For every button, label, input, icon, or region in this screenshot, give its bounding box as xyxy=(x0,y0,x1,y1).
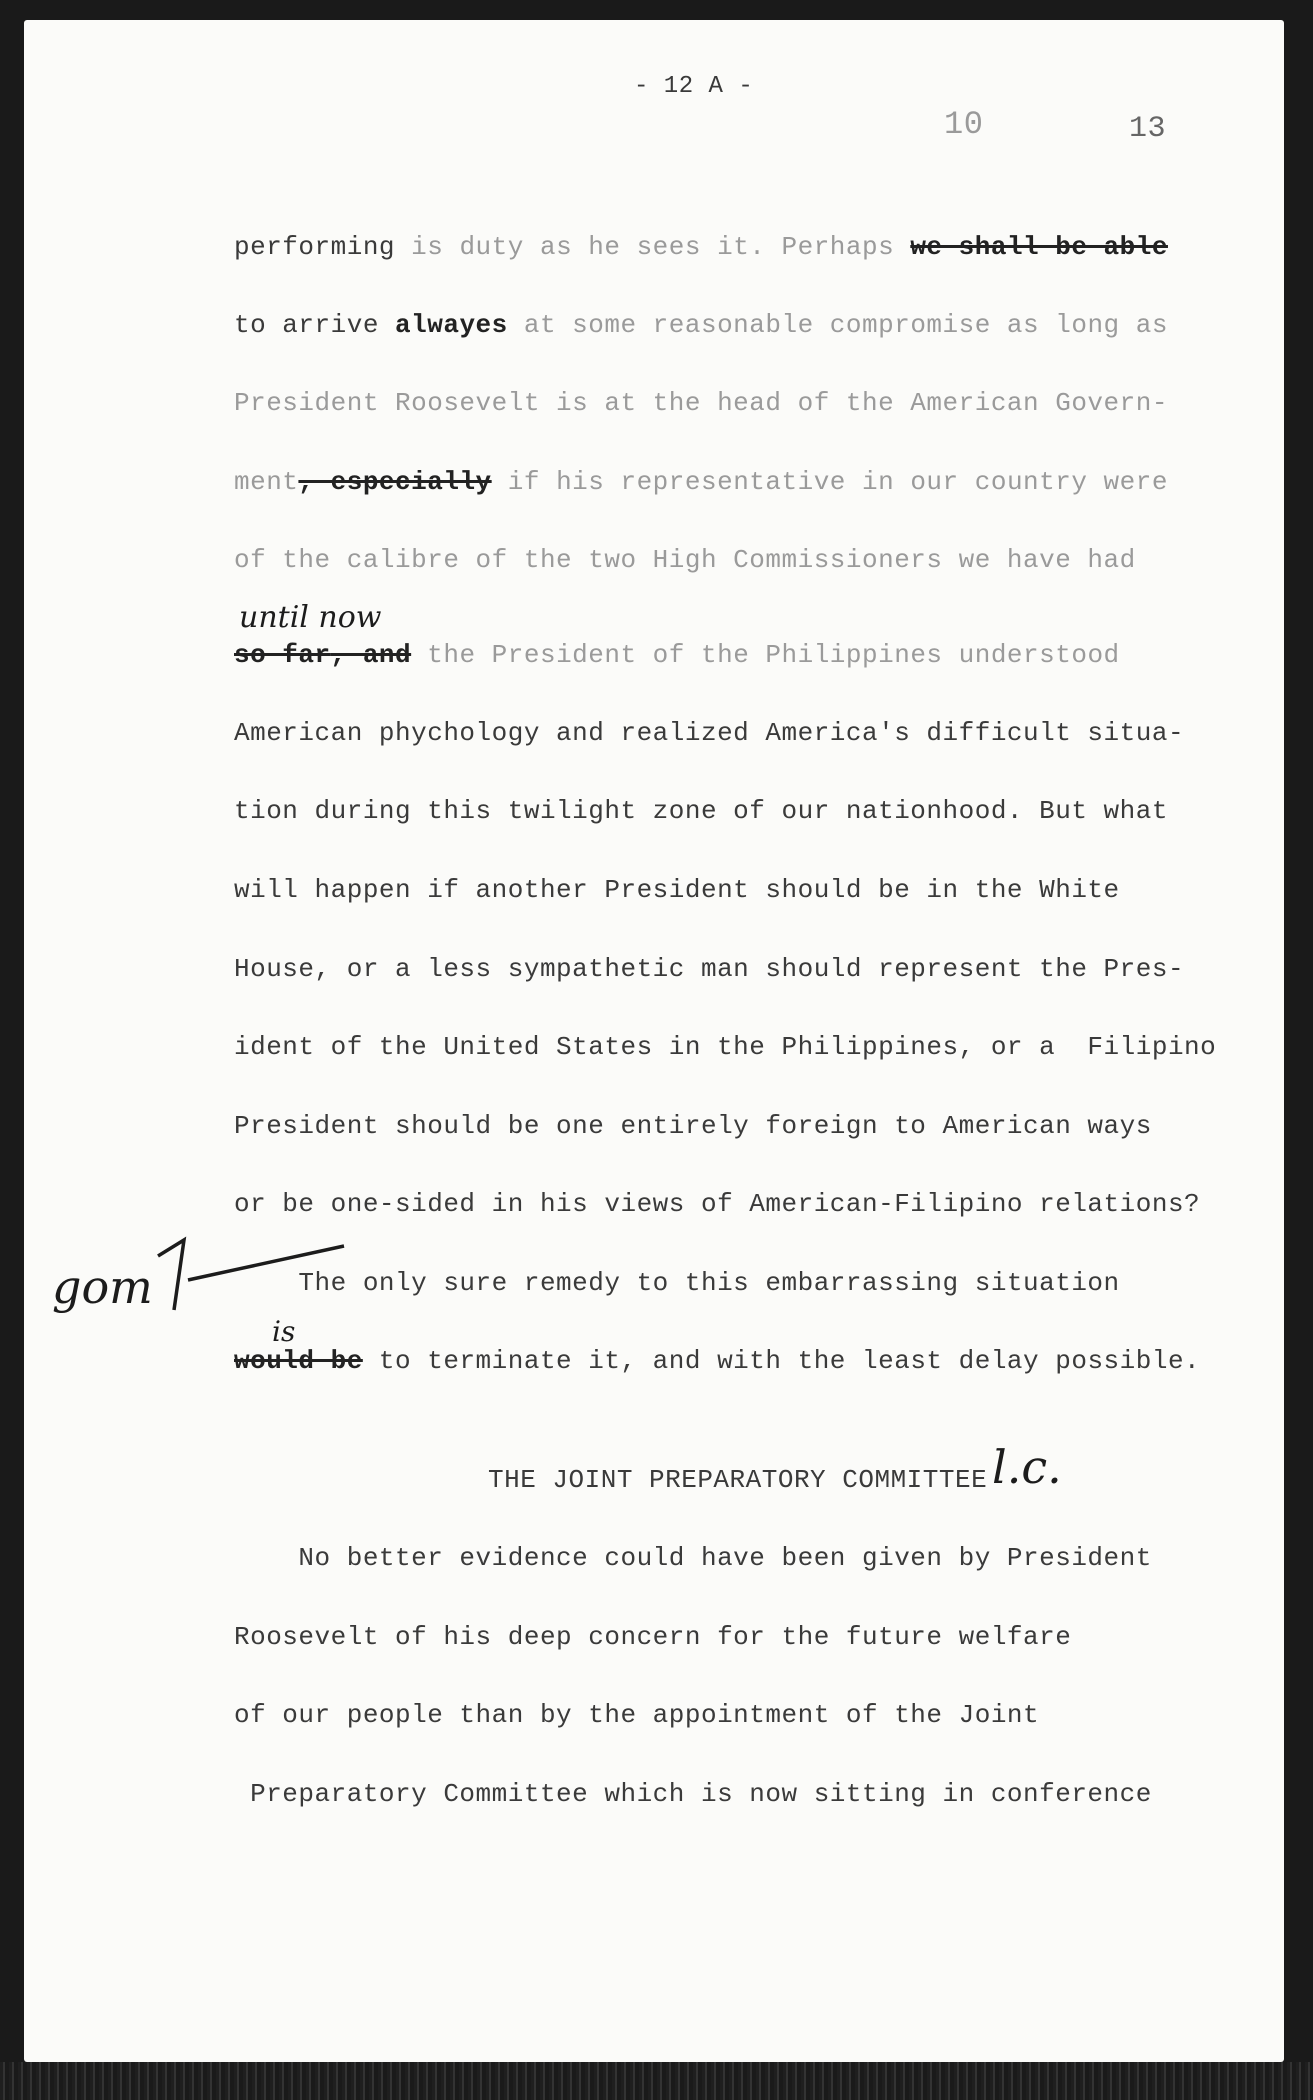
section-line-4: Preparatory Committee which is now sitting in conference xyxy=(234,1779,1152,1809)
body-line-14: The only sure remedy to this embarrassing situation xyxy=(234,1268,1120,1298)
body-line-9: will happen if another President should be in the White xyxy=(234,875,1120,905)
body-line-10: House, or a less sympathetic man should represent the Pres- xyxy=(234,954,1185,984)
scan-edge xyxy=(0,2062,1313,2100)
section-line-2: Roosevelt of his deep concern for the future welfare xyxy=(234,1622,1072,1652)
document-page xyxy=(24,20,1284,2062)
body-line-7: American phychology and realized America's difficult situa- xyxy=(234,718,1185,748)
body-line-4: ment, especially if his representative in our country were xyxy=(234,467,1168,497)
stamp-page: 13 xyxy=(1129,112,1167,146)
page-number: - 12 A - xyxy=(634,73,754,100)
body-line-13: or be one-sided in his views of American-Filipino relations? xyxy=(234,1189,1201,1219)
section-line-3: of our people than by the appointment of the Joint xyxy=(234,1700,1040,1730)
handwritten-heading-mark: l.c. xyxy=(992,1440,1062,1494)
body-line-6: so far, and the President of the Philippines understood xyxy=(234,640,1120,670)
body-line-1: performing is duty as he sees it. Perhaps we shall be able xyxy=(234,232,1168,262)
margin-paragraph-mark xyxy=(144,1210,354,1360)
handwritten-margin-mark: gom xyxy=(52,1260,153,1314)
stamp-number: 10 xyxy=(944,106,984,143)
section-line-1: No better evidence could have been given by President xyxy=(234,1543,1152,1573)
section-heading: THE JOINT PREPARATORY COMMITTEE xyxy=(488,1465,988,1495)
body-line-3: President Roosevelt is at the head of the American Govern- xyxy=(234,388,1168,418)
body-line-11: ident of the United States in the Philippines, or a Filipino xyxy=(234,1032,1217,1062)
body-line-15: would be to terminate it, and with the least delay possible. xyxy=(234,1346,1201,1376)
body-line-8: tion during this twilight zone of our nationhood. But what xyxy=(234,796,1168,826)
body-line-2: to arrive alwayes at some reasonable compromise as long as xyxy=(234,310,1168,340)
handwritten-until-now: until now xyxy=(239,600,382,635)
handwritten-is: is xyxy=(272,1315,296,1348)
body-line-5: of the calibre of the two High Commissioners we have had xyxy=(234,545,1136,575)
body-line-12: President should be one entirely foreign to American ways xyxy=(234,1111,1152,1141)
